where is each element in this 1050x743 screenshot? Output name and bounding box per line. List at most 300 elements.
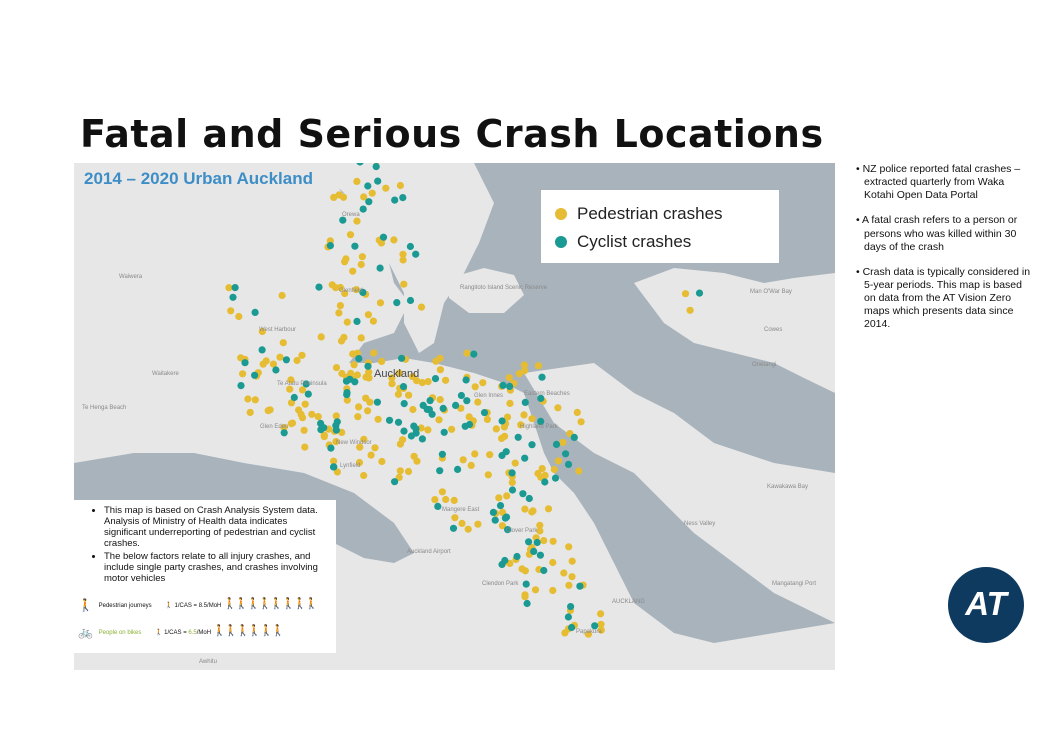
- pedestrian-crash-marker: [436, 355, 443, 362]
- pedestrian-crash-marker: [448, 426, 455, 433]
- pedestrian-crash-marker: [397, 441, 404, 448]
- map-legend: [541, 190, 779, 263]
- sidebar-bullet-text: A fatal crash refers to a person or persons who was killed within 30 days of the crash: [862, 214, 1018, 253]
- cyclist-crash-marker: [540, 567, 547, 574]
- pedestrian-crash-marker: [405, 468, 412, 475]
- cyclist-crash-marker: [365, 198, 372, 205]
- cyclist-crash-marker: [552, 475, 559, 482]
- place-label: Glen Innes: [474, 393, 504, 399]
- cyclist-crash-marker: [432, 375, 439, 382]
- pedestrian-crash-marker: [493, 425, 500, 432]
- place-label: Te Atatu Peninsula: [277, 381, 327, 387]
- cyclist-crash-marker: [541, 478, 548, 485]
- pedestrian-crash-marker: [687, 307, 694, 314]
- pedestrian-crash-marker: [479, 379, 486, 386]
- pedestrian-crash-marker: [382, 185, 389, 192]
- pedestrian-crash-marker: [512, 460, 519, 467]
- cyclist-crash-marker: [252, 309, 259, 316]
- place-label: Waitakere: [152, 371, 179, 377]
- cyclist-crash-marker: [374, 399, 381, 406]
- pedestrian-crash-marker: [318, 333, 325, 340]
- factor-value: 8.5: [198, 603, 208, 609]
- pedestrian-crash-marker: [338, 370, 345, 377]
- pedestrian-crash-marker: [358, 334, 365, 341]
- pedestrian-crash-marker: [365, 311, 372, 318]
- legend-item-cyclist: [555, 232, 691, 252]
- pedestrian-crash-marker: [362, 395, 369, 402]
- cyclist-crash-marker: [565, 461, 572, 468]
- pedestrian-crash-marker: [400, 281, 407, 288]
- pedestrian-crash-marker: [364, 407, 371, 414]
- cyclist-crash-marker: [412, 251, 419, 258]
- pedestrian-crash-marker: [521, 367, 528, 374]
- cyclist-crash-marker: [462, 423, 469, 430]
- pedestrian-crash-marker: [295, 406, 302, 413]
- cyclist-crash-marker: [320, 424, 327, 431]
- cyclist-crash-marker: [407, 297, 414, 304]
- cyclist-crash-marker: [470, 351, 477, 358]
- cyclist-crash-marker: [413, 430, 420, 437]
- place-label: Cowes: [764, 327, 783, 333]
- cyclist-crash-marker: [353, 318, 360, 325]
- pedestrian-crash-marker: [521, 506, 528, 513]
- cyclist-crash-marker: [526, 495, 533, 502]
- cyclist-crash-marker: [434, 503, 441, 510]
- cyclist-crash-marker: [374, 178, 381, 185]
- factor-ratio-bottom: CAS: [169, 630, 182, 636]
- cyclist-crash-marker: [334, 418, 341, 425]
- pedestrian-crash-marker: [349, 350, 356, 357]
- pedestrian-crash-marker: [409, 406, 416, 413]
- pedestrian-crash-marker: [329, 281, 336, 288]
- cyclist-crash-marker: [454, 466, 461, 473]
- cyclist-crash-marker: [315, 284, 322, 291]
- pedestrian-crash-marker: [520, 411, 527, 418]
- cyclist-crash-marker: [565, 613, 572, 620]
- place-label: Lynfield: [340, 463, 361, 469]
- factor-label: People on bikes: [98, 630, 142, 636]
- cyclist-crash-marker: [530, 548, 537, 555]
- factor-value: 6.5: [188, 630, 197, 636]
- pedestrian-crash-marker: [301, 427, 308, 434]
- pedestrian-crash-marker: [503, 492, 510, 499]
- cyclist-crash-marker: [400, 428, 407, 435]
- pedestrian-crash-marker: [555, 457, 562, 464]
- cyclist-crash-marker: [506, 383, 513, 390]
- cyclist-crash-marker: [237, 382, 244, 389]
- pedestrian-crash-marker: [388, 380, 395, 387]
- at-logo: [948, 567, 1024, 643]
- pedestrian-crash-marker: [335, 309, 342, 316]
- pedestrian-crash-marker: [378, 358, 385, 365]
- cyclist-crash-marker: [523, 581, 530, 588]
- pedestrian-crash-marker: [506, 400, 513, 407]
- walker-row-icon: 🚶🚶🚶🚶🚶🚶🚶🚶: [223, 598, 317, 610]
- pedestrian-crash-marker: [244, 395, 251, 402]
- cyclist-crash-marker: [327, 445, 334, 452]
- cyclist-crash-marker: [259, 346, 266, 353]
- cyclist-crash-marker: [364, 363, 371, 370]
- cyclist-crash-marker: [576, 583, 583, 590]
- pedestrian-crash-marker: [302, 401, 309, 408]
- cyclist-crash-marker: [364, 182, 371, 189]
- pedestrian-crash-marker: [458, 520, 465, 527]
- cyclist-crash-marker: [281, 429, 288, 436]
- pedestrian-crash-marker: [431, 496, 438, 503]
- cyclist-crash-marker: [398, 355, 405, 362]
- factor-unit: MoH: [208, 603, 222, 609]
- pedestrian-crash-marker: [578, 418, 585, 425]
- pedestrian-crash-marker: [276, 354, 283, 361]
- pedestrian-crash-marker: [536, 527, 543, 534]
- legend-label: Pedestrian crashes: [577, 204, 723, 223]
- cyclist-crash-marker: [463, 376, 470, 383]
- cyclist-crash-marker: [497, 502, 504, 509]
- pedestrian-crash-marker: [528, 415, 535, 422]
- place-label: Onetangi: [752, 362, 777, 368]
- factor-equals: =: [193, 603, 198, 609]
- pedestrian-crash-marker: [451, 497, 458, 504]
- pedestrian-crash-marker: [465, 526, 472, 533]
- pedestrian-crash-marker: [568, 573, 575, 580]
- cyclist-crash-marker: [492, 517, 499, 524]
- pedestrian-dot-icon: [555, 208, 567, 220]
- cyclist-crash-marker: [373, 163, 380, 170]
- place-label: Clendon Park: [482, 581, 519, 587]
- cyclist-crash-marker: [515, 434, 522, 441]
- cyclist-crash-marker: [525, 538, 532, 545]
- cyclist-dot-icon: [555, 236, 567, 248]
- cyclist-crash-marker: [272, 366, 279, 373]
- pedestrian-crash-marker: [349, 268, 356, 275]
- pedestrian-crash-marker: [359, 253, 366, 260]
- cyclist-crash-marker: [393, 299, 400, 306]
- pedestrian-crash-marker: [471, 450, 478, 457]
- cyclist-crash-marker: [360, 206, 367, 213]
- pedestrian-crash-marker: [535, 362, 542, 369]
- pedestrian-crash-marker: [365, 374, 372, 381]
- pedestrian-crash-marker: [378, 458, 385, 465]
- cyclist-crash-marker: [509, 486, 516, 493]
- cyclist-crash-marker: [502, 515, 509, 522]
- pedestrian-crash-marker: [301, 444, 308, 451]
- cyclist-crash-marker: [501, 557, 508, 564]
- cyclist-crash-marker: [327, 242, 334, 249]
- factor-ratio-bottom: CAS: [179, 603, 192, 609]
- pedestrian-crash-marker: [474, 521, 481, 528]
- place-label: Mangatangi Port: [772, 581, 817, 587]
- cyclist-crash-marker: [524, 600, 531, 607]
- cyclist-crash-marker: [391, 478, 398, 485]
- pedestrian-crash-marker: [299, 414, 306, 421]
- cyclist-crash-marker: [330, 463, 337, 470]
- place-label-auckland: Auckland: [374, 368, 420, 380]
- cyclist-crash-marker: [241, 359, 248, 366]
- pedestrian-crash-marker: [474, 399, 481, 406]
- pedestrian-crash-marker: [561, 629, 568, 636]
- place-label: Rangitoto Island Scenic Reserve: [460, 285, 548, 291]
- pedestrian-crash-marker: [442, 496, 449, 503]
- info-sidebar: [856, 163, 1036, 343]
- place-label: Highland Park: [520, 424, 558, 430]
- note-item: • This map is based on Crash Analysis System data. Analysis of Ministry of Health data indicates significant underreporting of pedestrian and cyclist crashes.: [104, 506, 328, 550]
- pedestrian-crash-marker: [506, 374, 513, 381]
- cyclist-crash-marker: [229, 294, 236, 301]
- crash-map[interactable]: [74, 163, 835, 670]
- cyclist-crash-marker: [232, 284, 239, 291]
- cyclist-crash-marker: [351, 378, 358, 385]
- pedestrian-crash-marker: [425, 378, 432, 385]
- cyclist-crash-marker: [499, 417, 506, 424]
- cyclist-crash-marker: [440, 405, 447, 412]
- pedestrian-crash-marker: [333, 364, 340, 371]
- cyclist-crash-marker: [355, 355, 362, 362]
- place-label: Waiwera: [119, 274, 143, 280]
- pedestrian-crash-marker: [424, 426, 431, 433]
- walker-row-icon: 🚶🚶🚶🚶🚶🚶: [212, 625, 283, 637]
- pedestrian-crash-marker: [280, 339, 287, 346]
- factor-ratio-top: 1: [174, 603, 178, 609]
- pedestrian-crash-marker: [265, 407, 272, 414]
- pedestrian-crash-marker: [569, 558, 576, 565]
- pedestrian-crash-marker: [460, 456, 467, 463]
- cyclist-crash-marker: [562, 450, 569, 457]
- pedestrian-crash-marker: [397, 182, 404, 189]
- pedestrian-crash-marker: [369, 190, 376, 197]
- pedestrian-crash-marker: [435, 416, 442, 423]
- pedestrian-crash-marker: [540, 537, 547, 544]
- cyclist-crash-marker: [521, 455, 528, 462]
- sidebar-bullet-text: Crash data is typically considered in 5-year periods. This map is based on data from the AT Vision Zero maps which presents data since 2014.: [862, 265, 1031, 331]
- pedestrian-crash-marker: [549, 559, 556, 566]
- pedestrian-crash-marker: [400, 256, 407, 263]
- pedestrian-crash-marker: [371, 444, 378, 451]
- pedestrian-crash-marker: [495, 494, 502, 501]
- cyclist-crash-marker: [571, 434, 578, 441]
- map-subtitle: 2014 – 2020 Urban Auckland: [84, 169, 313, 188]
- pedestrian-crash-marker: [341, 258, 348, 265]
- pedestrian-crash-marker: [239, 370, 246, 377]
- pedestrian-crash-marker: [466, 413, 473, 420]
- pedestrian-crash-marker: [298, 352, 305, 359]
- pedestrian-crash-marker: [397, 467, 404, 474]
- pedestrian-crash-marker: [354, 413, 361, 420]
- cyclist-crash-marker: [419, 435, 426, 442]
- place-label: Te Henga Beach: [82, 405, 127, 411]
- cyclist-crash-marker: [441, 429, 448, 436]
- pedestrian-crash-marker: [413, 458, 420, 465]
- pedestrian-crash-marker: [337, 302, 344, 309]
- pedestrian-crash-marker: [519, 565, 526, 572]
- cyclist-crash-marker: [490, 509, 497, 516]
- cyclist-crash-marker: [386, 417, 393, 424]
- walker-icon: 🚶: [165, 603, 173, 609]
- sidebar-bullet: • Crash data is typically considered in 5-year periods. This map is based on data from the AT Vision Zero maps which presents data since 2014.: [856, 265, 1031, 331]
- pedestrian-crash-marker: [437, 396, 444, 403]
- pedestrian-crash-marker: [575, 467, 582, 474]
- pedestrian-crash-marker: [252, 396, 259, 403]
- place-label: AUCKLAND: [612, 599, 645, 605]
- pedestrian-crash-marker: [353, 178, 360, 185]
- factor-label: Pedestrian journeys: [98, 603, 152, 609]
- cyclist-crash-marker: [568, 624, 575, 631]
- cyclist-crash-marker: [537, 552, 544, 559]
- pedestrian-crash-marker: [354, 371, 361, 378]
- data-notes-box: [74, 500, 336, 653]
- pedestrian-crash-marker: [509, 479, 516, 486]
- cyclist-crash-marker: [519, 490, 526, 497]
- pedestrian-crash-marker: [545, 505, 552, 512]
- pedestrian-crash-marker: [418, 304, 425, 311]
- cyclist-crash-marker: [458, 392, 465, 399]
- cyclist-crash-marker: [534, 539, 541, 546]
- place-label: Clover Park: [506, 528, 538, 534]
- cyclist-crash-marker: [351, 243, 358, 250]
- place-label: New Windsor: [336, 440, 372, 446]
- pedestrian-crash-marker: [405, 392, 412, 399]
- walker-icon: 🚶: [78, 598, 93, 612]
- pedestrian-crash-marker: [565, 582, 572, 589]
- factor-ratio-top: 1: [164, 630, 168, 636]
- pedestrian-crash-marker: [315, 413, 322, 420]
- place-label: Mangere East: [442, 507, 480, 513]
- sidebar-bullet: • A fatal crash refers to a person or persons who was killed within 30 days of the crash: [856, 214, 1018, 253]
- pedestrian-crash-marker: [597, 610, 604, 617]
- pedestrian-crash-marker: [442, 377, 449, 384]
- pedestrian-crash-marker: [247, 409, 254, 416]
- factor-equals: =: [183, 630, 187, 636]
- pedestrian-crash-marker: [347, 231, 354, 238]
- legend-label: Cyclist crashes: [577, 232, 692, 251]
- cyclist-crash-marker: [528, 441, 535, 448]
- pedestrian-crash-marker: [485, 471, 492, 478]
- cyclist-crash-marker: [377, 265, 384, 272]
- pedestrian-crash-marker: [560, 569, 567, 576]
- place-label: Papakura: [576, 629, 602, 635]
- sidebar-bullet-text: NZ police reported fatal crashes – extracted quarterly from Waka Kotahi Open Data Portal: [862, 163, 1021, 202]
- cyclist-crash-marker: [400, 383, 407, 390]
- place-label: West Harbour: [259, 327, 296, 333]
- cyclist-crash-marker: [513, 553, 520, 560]
- cyclist-crash-marker: [380, 234, 387, 241]
- note-item: • The below factors relate to all injury crashes, and include single party crashes, and crashes involving motor vehicles: [104, 552, 328, 585]
- cyclist-crash-marker: [452, 402, 459, 409]
- cyclist-crash-marker: [305, 391, 312, 398]
- pedestrian-crash-marker: [529, 507, 536, 514]
- pedestrian-crash-marker: [289, 420, 296, 427]
- pedestrian-crash-marker: [451, 514, 458, 521]
- pedestrian-crash-marker: [439, 488, 446, 495]
- cyclist-crash-marker: [391, 197, 398, 204]
- legend-item-pedestrian: [555, 204, 723, 224]
- pedestrian-crash-marker: [390, 236, 397, 243]
- cyclist-crash-marker: [538, 374, 545, 381]
- cyclist-crash-marker: [522, 399, 529, 406]
- cyclist-crash-marker: [567, 603, 574, 610]
- pedestrian-crash-marker: [338, 337, 345, 344]
- pedestrian-crash-marker: [227, 307, 234, 314]
- sidebar-bullet: • NZ police reported fatal crashes – extracted quarterly from Waka Kotahi Open Data Portal: [856, 163, 1021, 202]
- pedestrian-crash-marker: [463, 350, 470, 357]
- factor-unit: MoH: [198, 630, 212, 636]
- pedestrian-crash-marker: [377, 299, 384, 306]
- pedestrian-crash-marker: [370, 318, 377, 325]
- cyclist-crash-marker: [553, 441, 560, 448]
- pedestrian-crash-marker: [375, 416, 382, 423]
- cyclist-crash-marker: [499, 382, 506, 389]
- logo-text: AT: [965, 585, 1007, 622]
- pedestrian-crash-marker: [368, 452, 375, 459]
- cyclist-crash-marker: [420, 402, 427, 409]
- pedestrian-crash-marker: [260, 361, 267, 368]
- place-label: Awhitu: [199, 659, 217, 665]
- pedestrian-crash-marker: [353, 218, 360, 225]
- pedestrian-crash-marker: [682, 290, 689, 297]
- cyclist-crash-marker: [498, 452, 505, 459]
- pedestrian-crash-marker: [550, 538, 557, 545]
- pedestrian-crash-marker: [437, 366, 444, 373]
- cyclist-crash-marker: [407, 243, 414, 250]
- place-label: Ness Valley: [684, 521, 716, 527]
- pedestrian-crash-marker: [468, 462, 475, 469]
- cyclist-crash-marker: [481, 409, 488, 416]
- place-label: Glen Eden: [260, 424, 289, 430]
- pedestrian-crash-marker: [279, 292, 286, 299]
- pedestrian-crash-marker: [336, 191, 343, 198]
- pedestrian-crash-marker: [532, 586, 539, 593]
- pedestrian-crash-marker: [351, 361, 358, 368]
- bicycle-icon: 🚲: [78, 625, 93, 639]
- cyclist-crash-marker: [450, 525, 457, 532]
- pedestrian-crash-marker: [484, 416, 491, 423]
- cyclist-crash-marker: [427, 397, 434, 404]
- factor-bikes: 🚲 People on bikes 🚶 1/CAS = 6.5/MoH 🚶🚶🚶🚶🚶🚶: [78, 625, 283, 639]
- pedestrian-crash-marker: [344, 319, 351, 326]
- pedestrian-crash-marker: [370, 349, 377, 356]
- pedestrian-crash-marker: [549, 587, 556, 594]
- place-label: Glenfield: [339, 288, 363, 294]
- place-label: Auckland Airport: [407, 549, 451, 555]
- cyclist-crash-marker: [696, 290, 703, 297]
- cyclist-crash-marker: [463, 397, 470, 404]
- cyclist-crash-marker: [509, 469, 516, 476]
- cyclist-crash-marker: [401, 400, 408, 407]
- cyclist-crash-marker: [291, 394, 298, 401]
- pedestrian-crash-marker: [395, 391, 402, 398]
- place-label: Orewa: [342, 212, 360, 218]
- pedestrian-crash-marker: [574, 409, 581, 416]
- pedestrian-crash-marker: [521, 593, 528, 600]
- pedestrian-crash-marker: [472, 383, 479, 390]
- pedestrian-crash-marker: [539, 465, 546, 472]
- place-label: Man O'War Bay: [750, 289, 792, 295]
- pedestrian-crash-marker: [559, 439, 566, 446]
- cyclist-crash-marker: [395, 419, 402, 426]
- cyclist-crash-marker: [439, 451, 446, 458]
- walker-icon: 🚶: [155, 630, 163, 636]
- cyclist-crash-marker: [436, 467, 443, 474]
- cyclist-crash-marker: [343, 389, 350, 396]
- pedestrian-crash-marker: [308, 411, 315, 418]
- pedestrian-crash-marker: [360, 472, 367, 479]
- cyclist-crash-marker: [333, 427, 340, 434]
- pedestrian-crash-marker: [321, 433, 328, 440]
- factor-pedestrian: 🚶 Pedestrian journeys 🚶 1/CAS = 8.5/MoH 🚶🚶🚶🚶🚶🚶🚶🚶: [78, 598, 317, 612]
- place-label: Kawakawa Bay: [767, 484, 809, 490]
- pedestrian-crash-marker: [355, 403, 362, 410]
- pedestrian-crash-marker: [501, 433, 508, 440]
- pedestrian-crash-marker: [358, 261, 365, 268]
